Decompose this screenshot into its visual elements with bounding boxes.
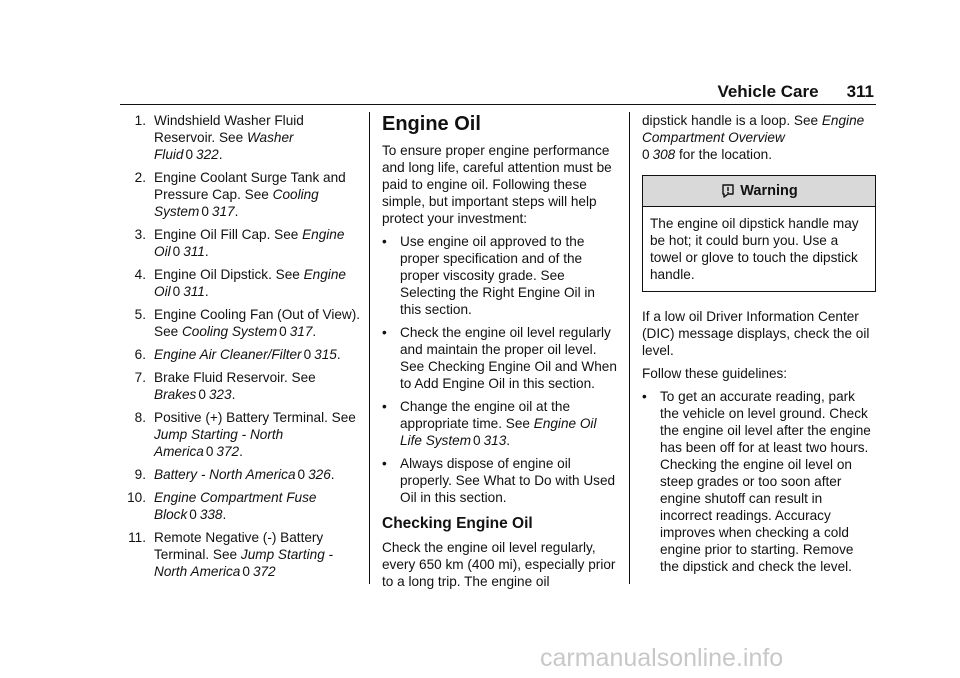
item-number: 5.	[134, 307, 146, 322]
punctuation: .	[204, 244, 209, 259]
bullet-text: Use engine oil approved to the proper specification and of the proper viscosity grade. See Selecting the Right Engine Oil in this section.	[400, 234, 595, 317]
warning-header	[643, 176, 875, 207]
engine-oil-section	[382, 112, 618, 596]
item-text	[154, 369, 362, 403]
reference-link[interactable]: Cooling System	[154, 187, 319, 219]
bullet-icon: •	[642, 389, 647, 404]
item-text	[154, 529, 362, 580]
bullet-icon: •	[382, 234, 387, 249]
item-text	[154, 112, 362, 163]
item-number: 7.	[134, 370, 146, 385]
punctuation: .	[239, 444, 243, 459]
item-text	[154, 169, 362, 220]
bullet-text	[400, 398, 618, 449]
page-ref-arrow-icon: 0	[201, 204, 209, 219]
bullet-text: To get an accurate reading, park the vehicle on level ground. Check the engine oil level after the engine has been off for at least two hours. Checking the engine oil level on steep grades or too soon after engine shutoff can result in incorrect readings. Accuracy improves when checking a cold engine prior to starting. Remove the dipstick and check the level.	[660, 389, 871, 574]
list-item	[110, 169, 362, 220]
page-ref-arrow-icon: 0	[242, 564, 250, 579]
item-description: Positive (+) Battery Terminal. See	[154, 410, 356, 425]
reference-link[interactable]: Engine Oil	[154, 267, 346, 299]
bullet-icon: •	[382, 325, 387, 340]
item-description: Engine Oil Dipstick. See	[154, 267, 304, 282]
page-ref-arrow-icon: 0	[205, 444, 214, 459]
bullet-text: Always dispose of engine oil properly. See What to Do with Used Oil in this section.	[400, 456, 616, 505]
reference-page[interactable]: 323	[208, 387, 232, 402]
item-text	[154, 266, 362, 300]
punctuation: .	[312, 324, 317, 339]
item-number: 3.	[134, 227, 146, 242]
column-divider	[369, 112, 370, 584]
reference-link[interactable]: Engine Oil Life System	[400, 416, 597, 448]
reference-page[interactable]: 313	[483, 433, 507, 448]
column-divider	[629, 112, 630, 584]
list-item	[382, 455, 618, 506]
item-description: Windshield Washer Fluid Reservoir. See	[154, 113, 304, 145]
reference-page[interactable]: 338	[199, 507, 223, 522]
item-text	[154, 409, 362, 460]
punctuation: .	[234, 204, 239, 219]
list-item	[382, 233, 618, 318]
item-number: 11.	[128, 530, 146, 545]
page-ref-arrow-icon: 0	[303, 347, 312, 362]
item-number: 9.	[134, 467, 146, 482]
punctuation: .	[336, 347, 341, 362]
item-description: Engine Coolant Surge Tank and Pressure Cap. See	[154, 170, 346, 202]
section-title: Vehicle Care	[717, 82, 819, 101]
item-number: 4.	[134, 267, 146, 282]
item-text	[154, 489, 362, 523]
reference-link[interactable]: Engine Air Cleaner/Filter	[154, 347, 302, 362]
page-ref-arrow-icon: 0	[198, 387, 206, 402]
reference-page[interactable]: 308	[652, 147, 676, 162]
warning-title: Warning	[740, 182, 798, 199]
reference-page[interactable]: 317	[211, 204, 235, 219]
reference-link[interactable]: Battery - North America	[154, 467, 296, 482]
reference-link[interactable]: Cooling System	[181, 324, 278, 339]
reference-link[interactable]: Engine Compartment Fuse Block	[154, 490, 317, 522]
page-number: 311	[846, 82, 874, 101]
item-description: Engine Cooling Fan (Out of View). See	[154, 307, 361, 339]
page-ref-arrow-icon: 0	[279, 324, 287, 339]
list-item	[110, 466, 362, 483]
engine-oil-continued	[642, 112, 876, 581]
page-ref-arrow-icon: 0	[297, 467, 306, 482]
punctuation: .	[330, 467, 335, 482]
reference-page[interactable]: 326	[308, 467, 331, 482]
item-text	[154, 346, 362, 363]
watermark: carmanualsonline.info	[540, 644, 784, 672]
reference-link[interactable]: Jump Starting - North America	[154, 427, 284, 459]
reference-page[interactable]: 311	[183, 284, 205, 299]
list-item	[110, 529, 362, 580]
reference-link[interactable]: Jump Starting - North America	[154, 547, 334, 579]
bullet-icon: •	[382, 456, 387, 471]
continued-paragraph	[642, 112, 876, 163]
section-heading: Engine Oil	[382, 113, 481, 135]
punctuation: .	[222, 507, 227, 522]
warning-body: The engine oil dipstick handle may be hot; it could burn you. Use a towel or glove to touch the dipstick handle.	[650, 216, 859, 282]
punctuation: .	[231, 387, 236, 402]
list-item	[382, 398, 618, 449]
page-ref-arrow-icon: 0	[189, 507, 197, 522]
item-number: 1.	[134, 113, 146, 128]
dic-paragraph: If a low oil Driver Information Center (DIC) message displays, check the oil level.	[642, 309, 870, 358]
page-ref-arrow-icon: 0	[172, 244, 181, 259]
warning-box	[642, 175, 876, 292]
reference-page[interactable]: 372	[252, 564, 276, 579]
reference-link[interactable]: Brakes	[154, 387, 197, 402]
list-item	[110, 369, 362, 403]
list-item	[110, 489, 362, 523]
item-number: 8.	[134, 410, 146, 425]
reference-page[interactable]: 322	[196, 147, 219, 162]
reference-link[interactable]: Washer Fluid	[154, 130, 294, 162]
reference-link[interactable]: Engine Compartment Overview	[642, 113, 865, 145]
list-item	[110, 346, 362, 363]
reference-link[interactable]: Engine Oil	[154, 227, 345, 259]
page-ref-arrow-icon: 0	[642, 147, 650, 162]
list-item	[110, 266, 362, 300]
bullet-text: Check the engine oil level regularly and maintain the proper oil level. See Checking Engine Oil and When to Add Engine Oil in this section.	[400, 325, 617, 391]
page-ref-arrow-icon: 0	[172, 284, 181, 299]
bullet-icon: •	[382, 399, 387, 414]
item-number: 2.	[134, 170, 146, 185]
reference-page[interactable]: 315	[314, 347, 337, 362]
list-item	[642, 388, 876, 575]
item-text	[154, 466, 362, 483]
legend-list	[110, 112, 362, 580]
list-item	[110, 226, 362, 260]
reference-page[interactable]: 311	[183, 244, 205, 259]
list-item	[110, 306, 362, 340]
item-number: 6.	[134, 347, 146, 362]
continued-text: dipstick handle is a loop. See	[642, 113, 822, 128]
list-item	[110, 112, 362, 163]
component-legend	[110, 112, 362, 586]
warning-icon	[720, 183, 736, 199]
list-item	[382, 324, 618, 392]
guidelines-intro: Follow these guidelines:	[642, 366, 788, 381]
punctuation: .	[218, 147, 223, 162]
punctuation: .	[506, 433, 511, 448]
item-text	[154, 226, 362, 260]
page-header	[717, 82, 874, 102]
check-paragraph: Check the engine oil level regularly, every 650 km (400 mi), especially prior to a long trip. The engine oil	[382, 540, 616, 589]
item-description: Brake Fluid Reservoir. See	[154, 370, 316, 385]
item-number: 10.	[127, 490, 146, 505]
reference-page[interactable]: 372	[216, 444, 240, 459]
list-item	[110, 409, 362, 460]
header-rule	[120, 104, 876, 105]
page-ref-arrow-icon: 0	[185, 147, 194, 162]
reference-page[interactable]: 317	[289, 324, 313, 339]
page-ref-arrow-icon: 0	[473, 433, 481, 448]
continued-end: for the location.	[675, 147, 772, 162]
item-description: Remote Negative (-) Battery Terminal. See	[154, 530, 324, 562]
item-description: Engine Oil Fill Cap. See	[154, 227, 303, 242]
subsection-heading: Checking Engine Oil	[382, 515, 533, 532]
punctuation: .	[204, 284, 209, 299]
bullet-lead: Change the engine oil at the appropriate time. See	[400, 399, 571, 431]
intro-paragraph: To ensure proper engine performance and long life, careful attention must be paid to engine oil. Following these simple, but important steps will help protect your investment:	[382, 143, 612, 226]
item-text	[154, 306, 362, 340]
